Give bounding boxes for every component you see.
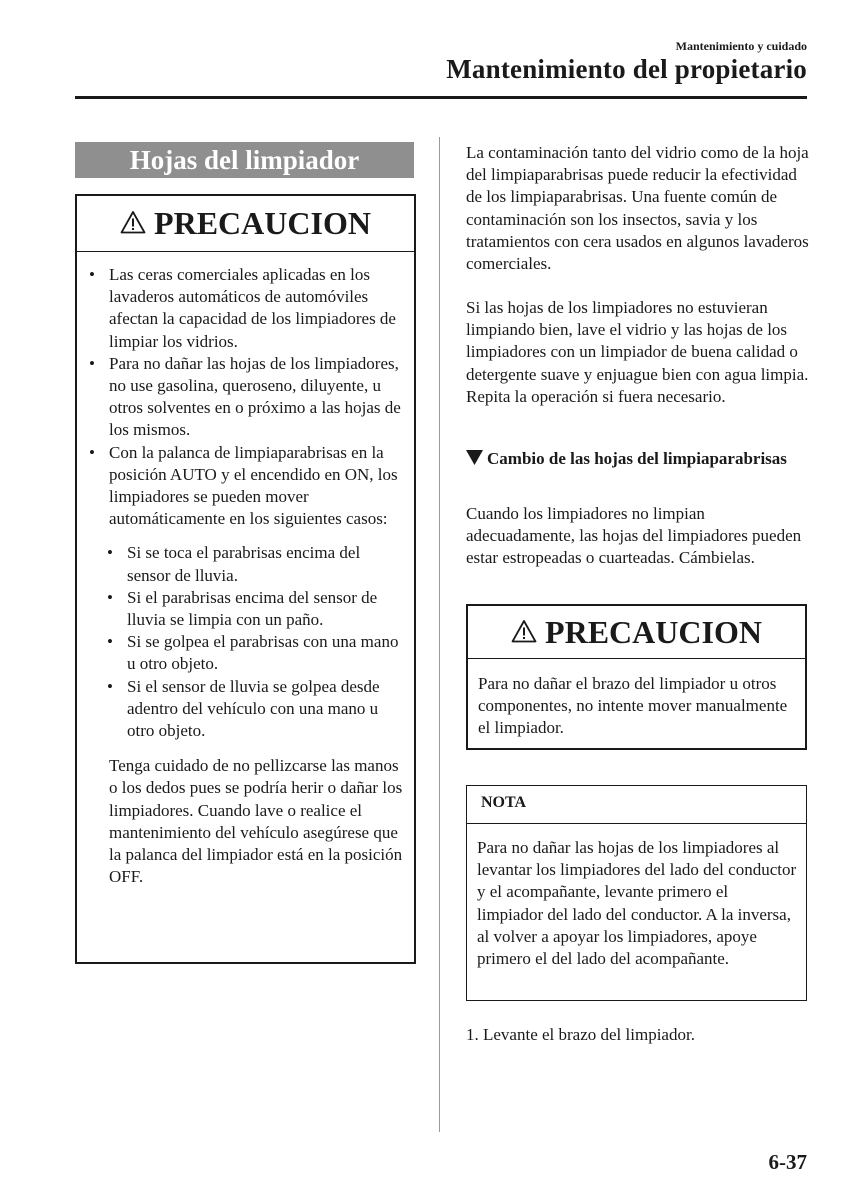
running-header-chapter: Mantenimiento del propietario [446, 54, 807, 84]
caution-heading [468, 606, 805, 659]
caution-text: Para no dañar el brazo del limpiador u otros componentes, no intente mover manualmente el limpiador. [478, 674, 788, 738]
subheading-blade-replacement: Cambio de las hojas del limpiaparabrisas [466, 448, 811, 470]
caution-bullet: • Las ceras comerciales aplicadas en los lavaderos automáticos de automóviles afectan la capacidad de los limpiadores de limpiar los vidrios. [89, 265, 396, 351]
down-triangle-icon [466, 449, 483, 471]
caution-heading [77, 196, 414, 252]
caution-heading-text: PRECAUCION [545, 613, 762, 650]
paragraph-cleaning: Si las hojas de los limpiadores no estuvieran limpiando bien, lave el vidrio y las hojas de los limpiadores con un limpiador de buena calidad o detergente suave y enjuague bien con agua limpia. Repita la operación si fuera necesario. [466, 298, 809, 406]
caution-bullet: • Con la palanca de limpiaparabrisas en la posición AUTO y el encendido en ON, los limpiadores se pueden mover automáticamente en los siguientes casos: [89, 442, 398, 529]
caution-sub-bullet: • Si el sensor de lluvia se golpea desde adentro del vehículo con una mano u otro objeto. [107, 676, 380, 741]
header-rule [75, 96, 807, 99]
caution-box-right [466, 604, 807, 750]
note-text: Para no dañar las hojas de los limpiadores al levantar los limpiadores del lado del conductor y el acompañante, levante primero el limpiador del lado del conductor. A la inversa, al volver a apoyar los limpiadores, apoye primero el del lado del acompañante. [477, 838, 797, 969]
caution-sub-list [89, 542, 404, 742]
caution-sub-bullet: • Si el parabrisas encima del sensor de lluvia se limpia con un paño. [107, 587, 378, 630]
caution-sub-bullet: • Si se toca el parabrisas encima del sensor de lluvia. [107, 543, 361, 585]
warning-triangle-icon [511, 614, 537, 651]
warning-triangle-icon [120, 205, 146, 242]
paragraph-replace: Cuando los limpiadores no limpian adecuadamente, las hojas del limpiadores pueden estar estropeadas o cuarteadas. Cámbielas. [466, 504, 802, 568]
page-number: 6-37 [768, 1150, 807, 1174]
note-heading: NOTA [467, 786, 806, 824]
caution-bullet: • Para no dañar las hojas de los limpiadores, no use gasolina, queroseno, diluyente, u otros solventes en o próximo a las hojas de los mismos. [89, 353, 401, 440]
caution-note: Tenga cuidado de no pellizcarse las manos o los dedos pues se podría herir o dañar los limpiadores. Cuando lave o realice el mantenimiento del vehículo asegúrese que la palanca del limpiador está en la posición OFF. [109, 756, 403, 887]
caution-sub-bullet: • Si se golpea el parabrisas con una mano u otro objeto. [107, 632, 399, 674]
paragraph-contamination: La contaminación tanto del vidrio como de la hoja del limpiaparabrisas puede reducir la efectividad de los limpiaparabrisas. Una fuente común de contaminación son los insectos, savia y los tratamientos con cera usados en algunos lavaderos comerciales. [466, 143, 809, 274]
running-header-section: Mantenimiento y cuidado [675, 39, 807, 53]
section-title: Hojas del limpiador [75, 142, 414, 178]
caution-box-left [75, 194, 416, 964]
column-divider [439, 137, 440, 1132]
caution-heading-text: PRECAUCION [154, 205, 371, 241]
step-1: 1. Levante el brazo del limpiador. [466, 1025, 695, 1044]
note-box [466, 785, 807, 1001]
